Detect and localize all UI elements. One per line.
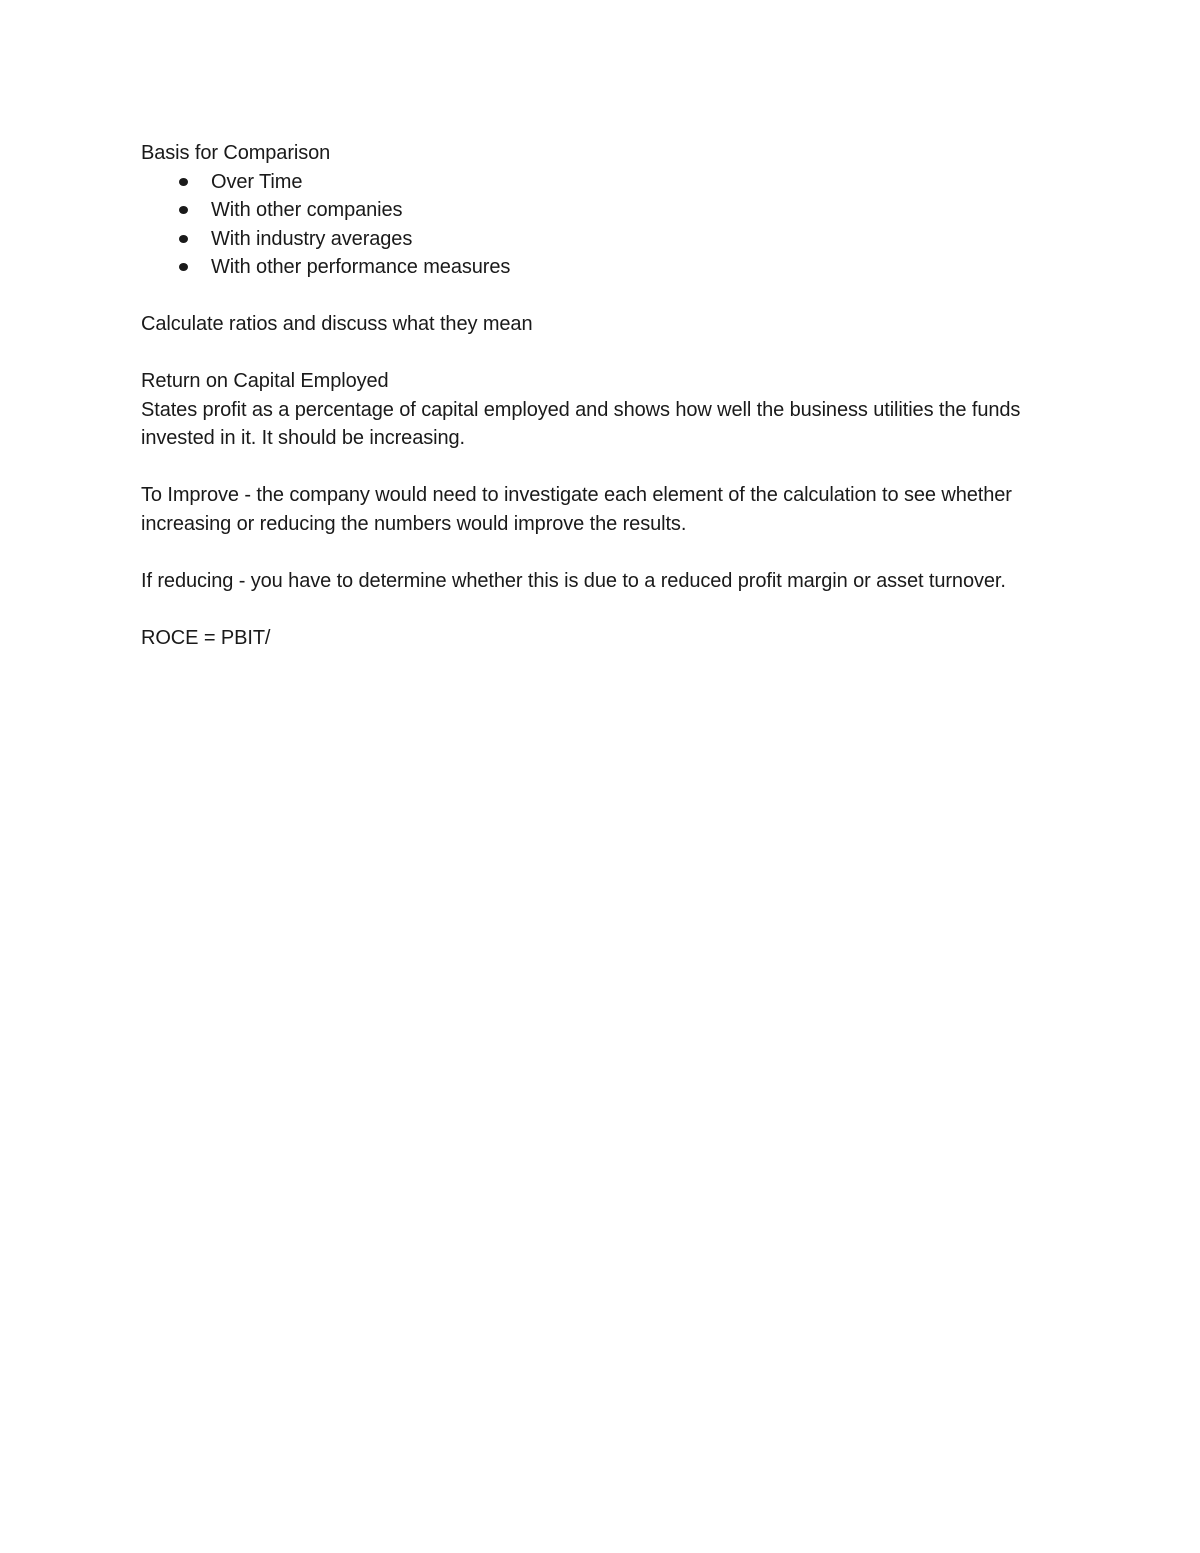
bullet-text: With other companies (211, 199, 403, 221)
bullet-item (141, 196, 1061, 225)
reducing-paragraph: If reducing - you have to determine whether this is due to a reduced profit margin or asset turnover. (141, 569, 1006, 592)
blank-line (141, 538, 1061, 567)
blank-line (141, 595, 1061, 624)
bullet-icon (179, 235, 188, 243)
bullet-text: With industry averages (211, 227, 413, 250)
bullet-item (141, 168, 1061, 197)
blank-line (141, 282, 1061, 311)
roce-heading: Return on Capital Employed (141, 370, 389, 392)
comparison-bullet-list (141, 168, 1061, 282)
calculate-ratios-line: Calculate ratios and discuss what they mean (141, 313, 533, 335)
bullet-item (141, 253, 1061, 282)
bullet-text: With other performance measures (211, 256, 511, 278)
blank-line (141, 339, 1061, 368)
heading-basis-for-comparison: Basis for Comparison (141, 142, 331, 164)
bullet-item (141, 225, 1061, 254)
bullet-icon (179, 206, 188, 214)
improve-paragraph: To Improve - the company would need to investigate each element of the calculation to see whether increasing or reducing the numbers would improve the results. (141, 484, 1018, 535)
bullet-icon (179, 178, 188, 186)
roce-description: States profit as a percentage of capital employed and shows how well the business utilities the funds invested in it. It should be increasing. (141, 398, 1026, 449)
document-body (141, 139, 1061, 652)
blank-line (141, 453, 1061, 482)
bullet-icon (179, 263, 188, 271)
roce-formula: ROCE = PBIT/ (141, 626, 271, 649)
bullet-text: Over Time (211, 170, 303, 193)
